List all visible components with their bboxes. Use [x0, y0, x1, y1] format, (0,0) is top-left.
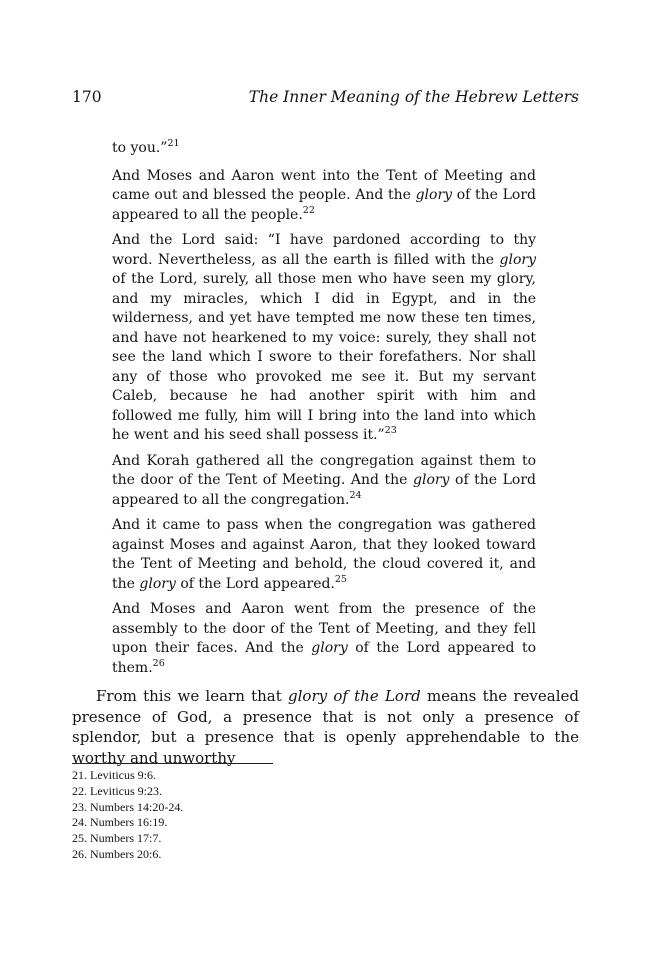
footnote-item: 23. Numbers 14:20-24.	[72, 799, 184, 814]
quote-text: And Korah gathered all the congregation against them to the door of the Tent of Meeting. And the	[112, 452, 536, 488]
emphasized-text: glory	[413, 472, 450, 488]
quote-paragraph	[112, 231, 536, 446]
quote-text: of the Lord appeared to all the congregation.	[112, 472, 536, 508]
quote-text: of the Lord appeared to them.	[112, 640, 536, 676]
footnote-reference[interactable]: 22	[302, 204, 315, 216]
quote-text: And it came to pass when the congregation was gathered against Moses and against Aaron, that they looked toward the Tent of Meeting and behold, the cloud covered it, and the	[112, 517, 536, 592]
footnotes-list	[72, 768, 183, 863]
quote-text: And the Lord said: “I have pardoned according to thy word. Nevertheless, as all the earth is filled with the	[112, 232, 536, 268]
page-header	[72, 88, 579, 112]
quote-paragraph	[112, 600, 536, 678]
running-title: The Inner Meaning of the Hebrew Letters	[248, 88, 579, 106]
emphasized-text: glory	[499, 251, 536, 268]
quote-paragraph	[112, 516, 536, 594]
quote-paragraph	[112, 167, 536, 226]
footnote-reference[interactable]: 26	[152, 657, 165, 669]
footnote-divider	[72, 763, 273, 764]
scripture-quotations	[112, 139, 536, 684]
footnote-reference[interactable]: 23	[384, 425, 397, 436]
emphasized-text: glory	[415, 187, 453, 203]
body-text: means the revealed presence of God, a presence that is not only a presence of splendor, but a presence that is openly apprehendable to the worthy and unworthy	[72, 687, 580, 767]
quote-text: of the Lord appeared.	[175, 575, 335, 592]
page-number: 170	[72, 88, 102, 106]
footnote-reference[interactable]: 24	[349, 489, 362, 501]
body-paragraph	[72, 686, 579, 768]
quote-text: to you.”	[112, 140, 168, 156]
emphasized-text: glory	[139, 575, 176, 592]
footnote-reference[interactable]: 21	[167, 138, 180, 149]
quote-text: of the Lord appeared to all the people.	[112, 187, 536, 223]
footnote-item: 26. Numbers 20:6.	[72, 846, 162, 861]
emphasized-text: glory	[311, 640, 348, 656]
footnote-item: 22. Leviticus 9:23.	[72, 783, 162, 798]
footnote-item: 21. Leviticus 9:6.	[72, 768, 156, 782]
body-text: From this we learn that	[96, 687, 289, 705]
emphasized-text: glory of the Lord	[288, 687, 421, 705]
quote-text: of the Lord, surely, all those men who have seen my glory, and my miracles, which I did in Egypt, and in the wilderness, and yet have tempted me now these ten times, and have not hearkened to my voice: surely, they shall not see the land which I swore to their forefathers. Nor shall any of those who provoked me see it. But my servant Caleb, because he had another spirit with him and followed me fully, him will I bring into the land into which he went and his seed shall possess it.”	[112, 271, 536, 443]
footnote-item: 25. Numbers 17:7.	[72, 831, 162, 846]
footnote-reference[interactable]: 25	[334, 573, 347, 585]
quote-text: And Moses and Aaron went into the Tent of Meeting and came out and blessed the people. And the	[112, 167, 536, 203]
footnote-item: 24. Numbers 16:19.	[72, 815, 168, 830]
quote-paragraph	[112, 139, 536, 159]
quote-paragraph	[112, 452, 536, 511]
quote-text: And Moses and Aaron went from the presence of the assembly to the door of the Tent of Meeting, and they fell upon their faces. And the	[112, 601, 536, 656]
